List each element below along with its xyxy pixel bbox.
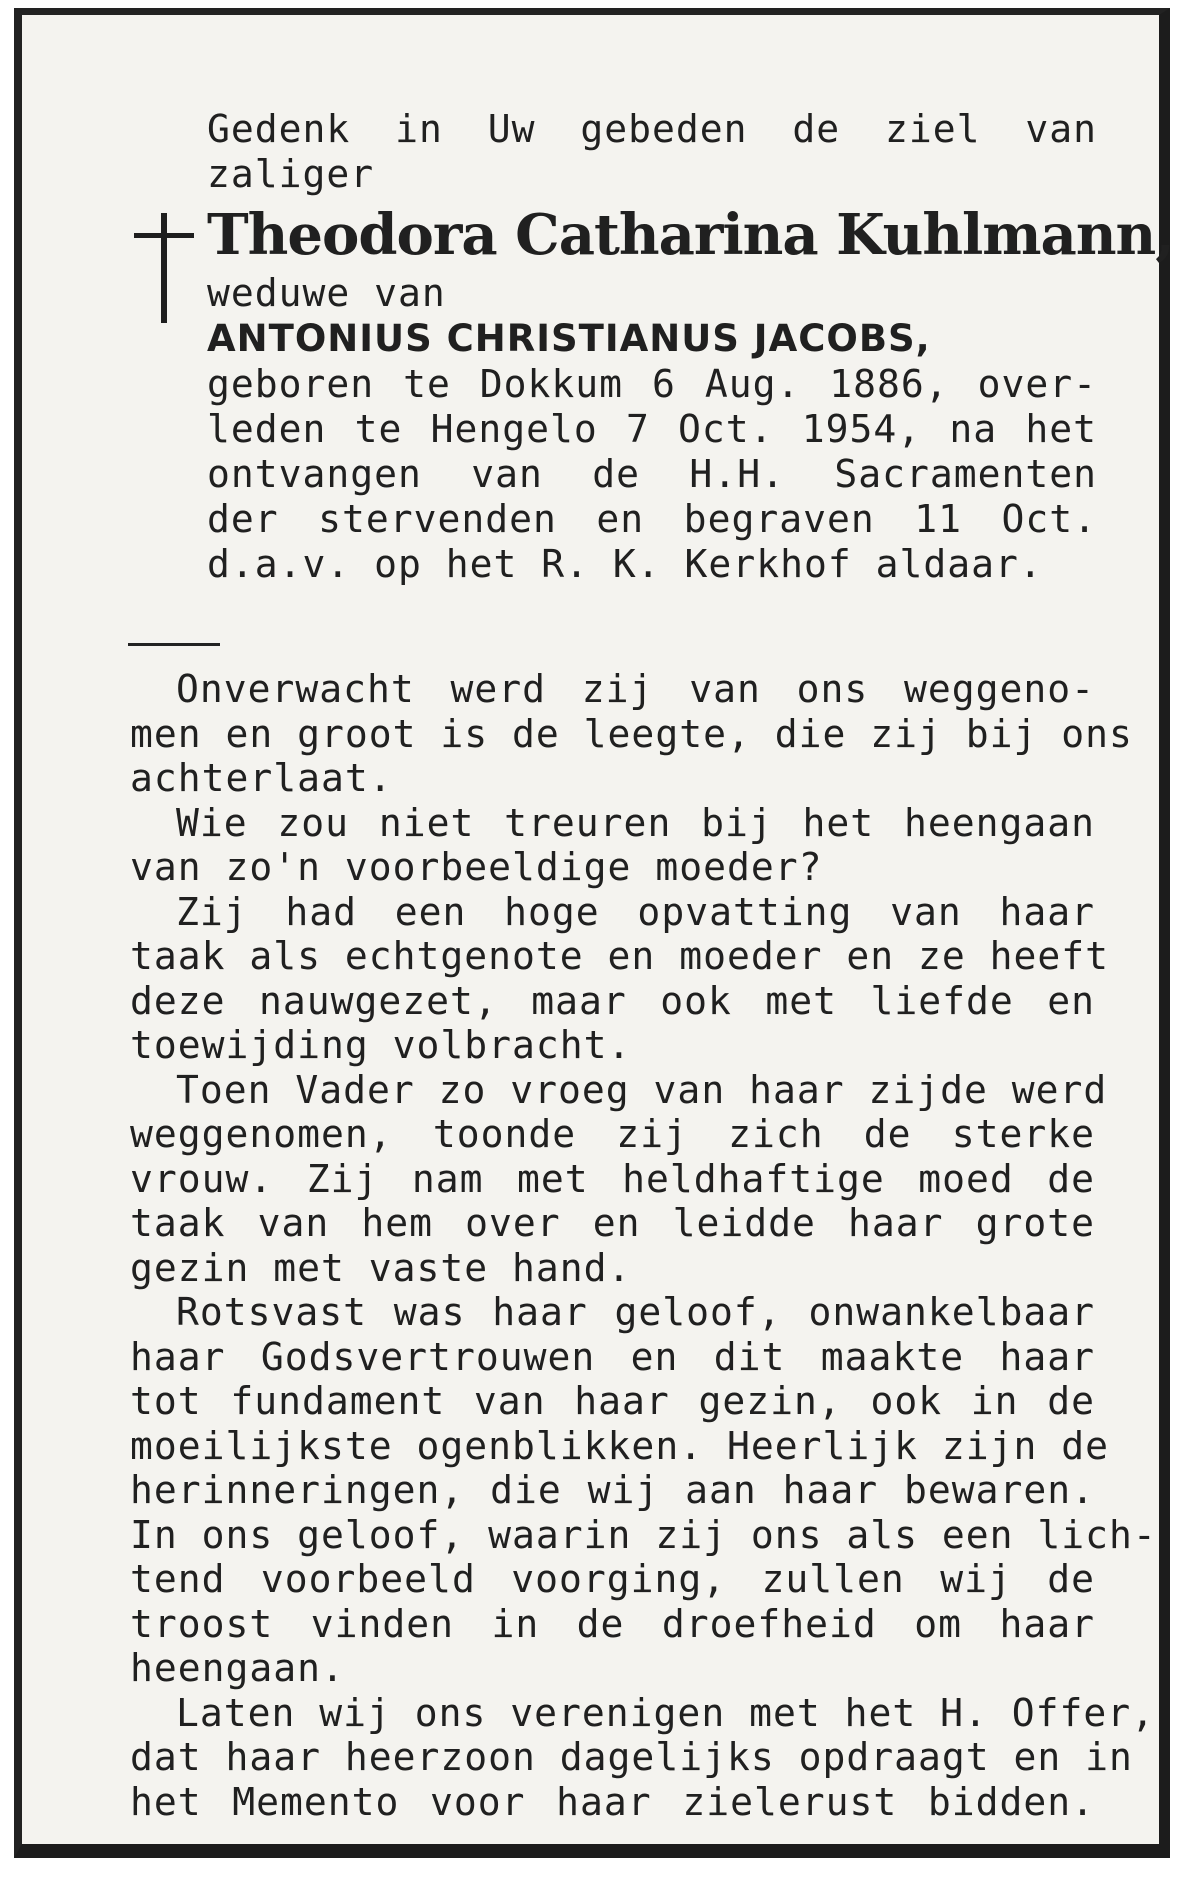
text-line: haar Godsvertrouwen en dit maakte haar [130,1334,1095,1379]
header-line: Gedenk in Uw gebeden de ziel van [207,107,1097,151]
text-line: troost vinden in de droefheid om haar [130,1601,1095,1646]
header-line: zaliger [207,152,375,196]
text-line: deze nauwgezet, maar ook met liefde en [130,978,1095,1023]
widow-of-label: weduwe van [207,271,446,315]
spouse-name: ANTONIUS CHRISTIANUS JACOBS, [207,317,931,360]
details-line: ontvangen van de H.H. Sacramenten [207,452,1097,496]
text-line: weggenomen, toonde zij zich de sterke [130,1112,1095,1156]
text-line: In ons geloof, waarin zij ons als een lich- [130,1512,1157,1557]
text-line: men en groot is de leegte, die zij bij ons [130,711,1133,756]
text-line: dat haar heerzoon dagelijks opdraagt en in [130,1735,1133,1779]
text-line: Laten wij ons verenigen met het H. Offer, [176,1690,1155,1735]
text-line: Onverwacht werd zij van ons weggeno- [176,667,1095,711]
memorial-text [130,667,1157,1824]
text-line: tend voorbeeld voorging, zullen wij de [130,1557,1095,1601]
text-line: het Memento voor haar zielerust bidden. [130,1779,1095,1824]
text-line: achterlaat. [130,756,393,800]
memorial-card [14,8,1174,1858]
text-line: Wie zou niet treuren bij het heengaan [176,800,1095,845]
card-header [207,107,1174,587]
text-line: toewijding volbracht. [130,1023,632,1067]
latin-cross-icon [134,213,194,323]
text-line: Rotsvast was haar geloof, onwankelbaar [176,1290,1095,1334]
text-line: herinneringen, die wij aan haar bewaren. [130,1468,1095,1512]
deceased-name: Theodora Catharina Kuhlmann, [207,202,1174,268]
text-line: vrouw. Zij nam met heldhaftige moed de [130,1156,1095,1201]
text-line: taak van hem over en leidde haar grote [130,1201,1095,1245]
divider [128,643,220,646]
text-line: moeilijkste ogenblikken. Heerlijk zijn de [130,1423,1109,1468]
text-line: Toen Vader zo vroeg van haar zijde werd [176,1067,1108,1112]
text-line: Zij had een hoge opvatting van haar [176,889,1095,934]
text-line: taak als echtgenote en moeder en ze heeft [130,934,1109,978]
details-line: d.a.v. op het R. K. Kerkhof aldaar. [207,542,1043,586]
text-line: heengaan. [130,1646,345,1690]
details-line: leden te Hengelo 7 Oct. 1954, na het [207,407,1097,451]
text-line: tot fundament van haar gezin, ook in de [130,1379,1095,1423]
card-content [22,15,1174,1844]
details-line: geboren te Dokkum 6 Aug. 1886, over- [207,362,1097,406]
text-line: gezin met vaste hand. [130,1245,632,1290]
text-line: van zo'n voorbeeldige moeder? [130,845,823,889]
details-line: der stervenden en begraven 11 Oct. [207,497,1097,541]
